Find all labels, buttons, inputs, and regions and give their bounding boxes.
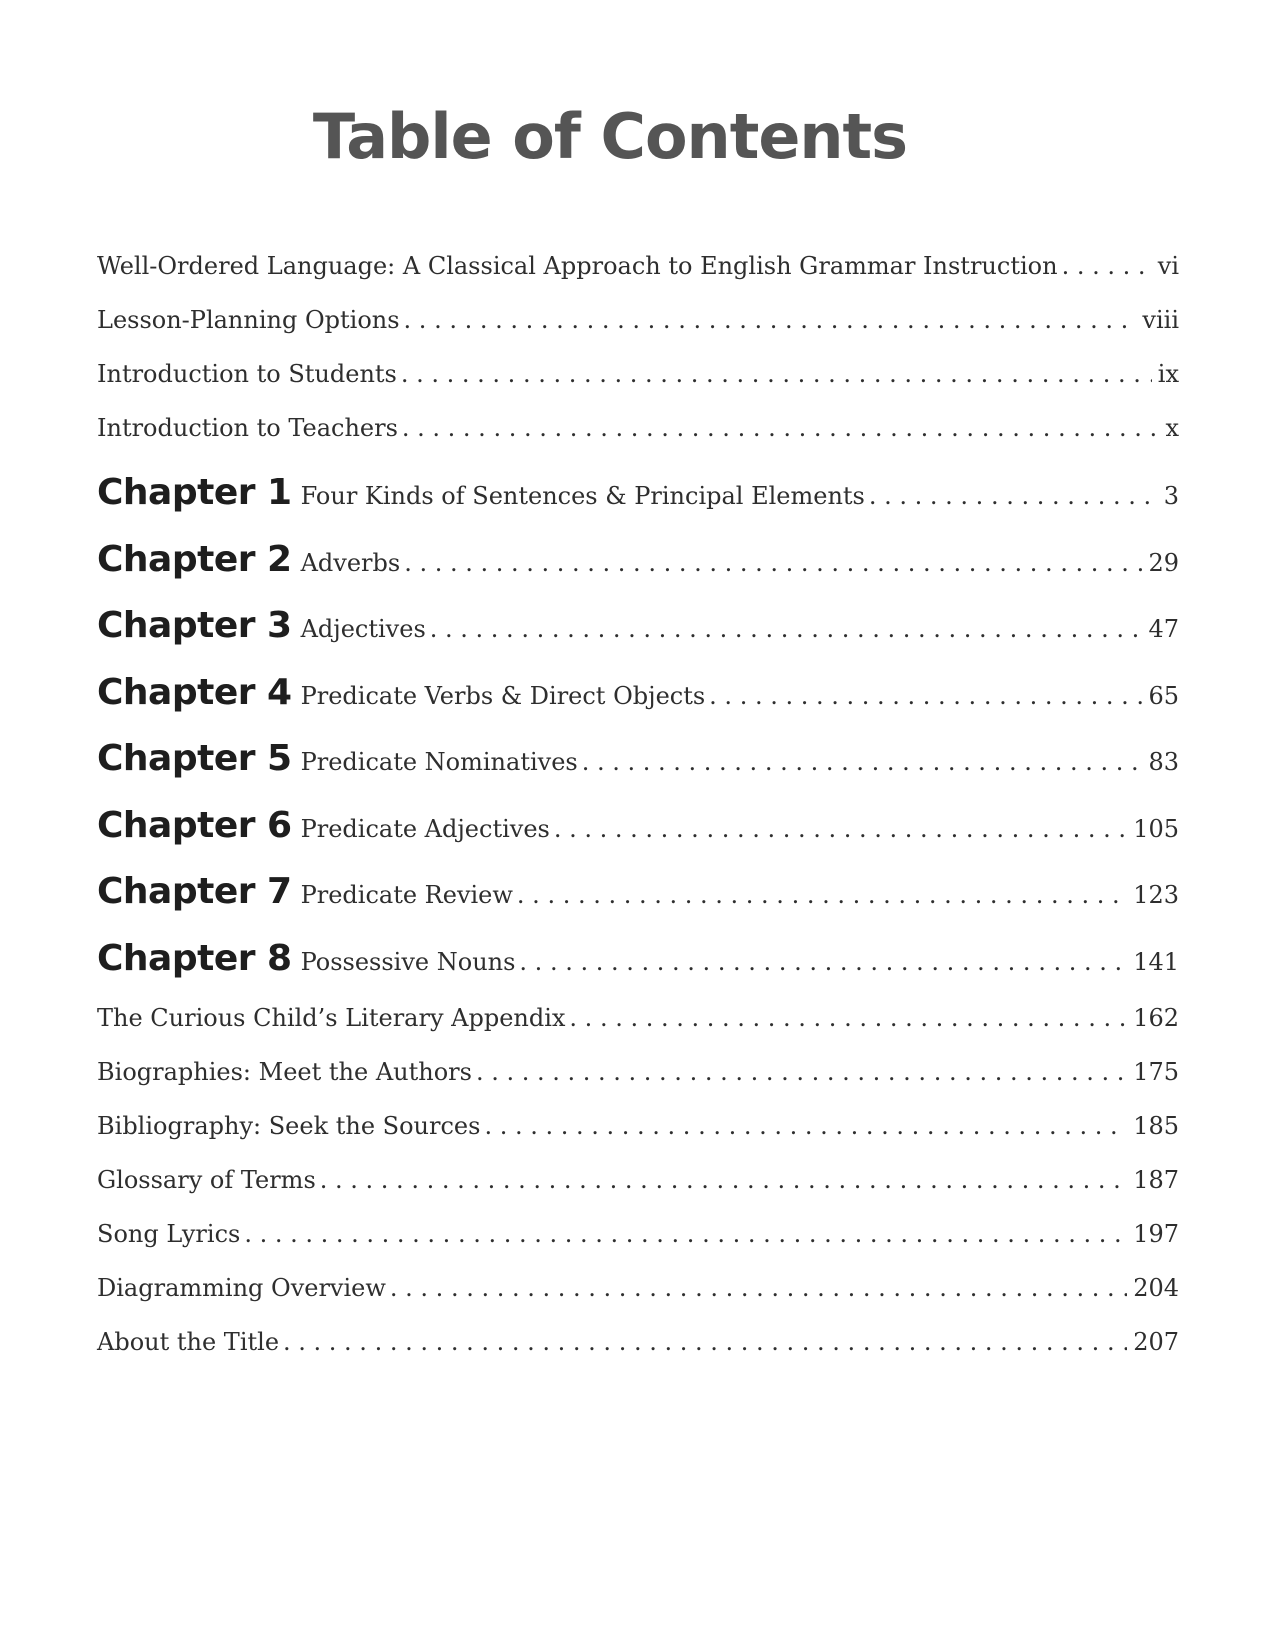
chapter-label: Chapter 3 [97, 605, 292, 646]
dot-leader [404, 549, 1142, 577]
dot-leader [402, 414, 1160, 442]
dot-leader [320, 1166, 1127, 1194]
toc-entry[interactable] [97, 1112, 1179, 1166]
toc-page-number: 197 [1133, 1220, 1179, 1248]
dot-leader [569, 1004, 1127, 1032]
toc-chapter-entry[interactable] [97, 472, 1179, 539]
dot-leader [554, 815, 1127, 843]
dot-leader [484, 1112, 1127, 1140]
toc-entry[interactable] [97, 1166, 1179, 1220]
toc-chapter-entry[interactable] [97, 738, 1179, 805]
toc-page-number: 141 [1133, 947, 1179, 976]
toc-entry-title: The Curious Child’s Literary Appendix [97, 1004, 566, 1032]
toc-entry-title: Predicate Nominatives [300, 748, 578, 776]
dot-leader [709, 682, 1142, 710]
toc-entry[interactable] [97, 252, 1179, 306]
toc-page-number: 47 [1148, 615, 1179, 643]
chapter-label: Chapter 6 [97, 804, 292, 846]
dot-leader [401, 360, 1152, 388]
toc-entry-title: Predicate Review [300, 881, 513, 909]
toc-page-number: x [1165, 414, 1179, 442]
toc-entry-title: Predicate Verbs & Direct Objects [300, 681, 706, 710]
dot-leader [869, 482, 1158, 510]
dot-leader [582, 748, 1143, 776]
toc-entry-title: Lesson-Planning Options [97, 306, 400, 334]
toc-chapter-entry[interactable] [97, 539, 1179, 606]
toc-page-number: 123 [1133, 881, 1179, 909]
toc-entry-title: Four Kinds of Sentences & Principal Elements [300, 482, 865, 510]
toc-entry-title: About the Title [97, 1328, 280, 1356]
page-title: Table of Contents [312, 100, 908, 173]
toc-chapter-entry[interactable] [97, 871, 1179, 938]
toc-entry[interactable] [97, 1220, 1179, 1274]
toc-entry-title: Bibliography: Seek the Sources [97, 1112, 481, 1140]
toc-chapter-entry[interactable] [97, 605, 1179, 672]
toc-entry[interactable] [97, 1058, 1179, 1112]
dot-leader [476, 1058, 1127, 1086]
toc-page-number: 175 [1133, 1058, 1179, 1086]
dot-leader [430, 615, 1143, 643]
toc-entry-title: Predicate Adjectives [300, 814, 550, 843]
toc-entry-title: Introduction to Students [97, 360, 397, 388]
toc-page-number: 65 [1148, 681, 1179, 710]
dot-leader [283, 1328, 1127, 1356]
toc-entry-title: Adverbs [300, 548, 401, 577]
dot-leader [517, 881, 1127, 909]
toc-entry[interactable] [97, 1004, 1179, 1058]
chapter-label: Chapter 4 [97, 671, 292, 713]
toc-page-number: 207 [1133, 1328, 1179, 1356]
toc-entry-title: Possessive Nouns [300, 947, 516, 976]
chapter-label: Chapter 1 [97, 472, 292, 513]
chapter-label: Chapter 2 [97, 538, 292, 580]
toc-entry[interactable] [97, 306, 1179, 360]
toc-entry[interactable] [97, 414, 1179, 468]
toc-page-number: viii [1142, 306, 1179, 334]
toc-page-number: 187 [1133, 1166, 1179, 1194]
toc-entry[interactable] [97, 1274, 1179, 1328]
dot-leader [1062, 252, 1152, 280]
toc-page-number: 162 [1133, 1004, 1179, 1032]
toc-entry-title: Glossary of Terms [97, 1166, 316, 1194]
chapter-label: Chapter 7 [97, 871, 292, 912]
chapter-label: Chapter 8 [97, 937, 292, 979]
toc-entry-title: Diagramming Overview [97, 1274, 386, 1302]
toc-chapter-entry[interactable] [97, 938, 1179, 1005]
chapter-label: Chapter 5 [97, 738, 292, 779]
toc-entry[interactable] [97, 360, 1179, 414]
toc-page-number: 185 [1133, 1112, 1179, 1140]
toc-entry-title: Biographies: Meet the Authors [97, 1058, 472, 1086]
toc-entry-title: Well-Ordered Language: A Classical Approach to English Grammar Instruction [97, 252, 1058, 280]
toc-entry[interactable] [97, 1328, 1179, 1382]
table-of-contents-list [97, 252, 1179, 1382]
toc-page-number: ix [1157, 360, 1179, 388]
toc-entry-title: Introduction to Teachers [97, 414, 398, 442]
toc-page-number: vi [1157, 252, 1179, 280]
dot-leader [404, 306, 1137, 334]
toc-page-number: 83 [1148, 748, 1179, 776]
dot-leader [244, 1220, 1127, 1248]
toc-page-number: 29 [1148, 548, 1179, 577]
toc-page-number: 105 [1133, 814, 1179, 843]
toc-entry-title: Song Lyrics [97, 1220, 241, 1248]
dot-leader [519, 948, 1127, 976]
toc-entry-title: Adjectives [300, 615, 426, 643]
toc-chapter-entry[interactable] [97, 805, 1179, 872]
toc-page-number: 3 [1163, 482, 1179, 510]
dot-leader [390, 1274, 1127, 1302]
toc-page-number: 204 [1133, 1274, 1179, 1302]
toc-chapter-entry[interactable] [97, 672, 1179, 739]
